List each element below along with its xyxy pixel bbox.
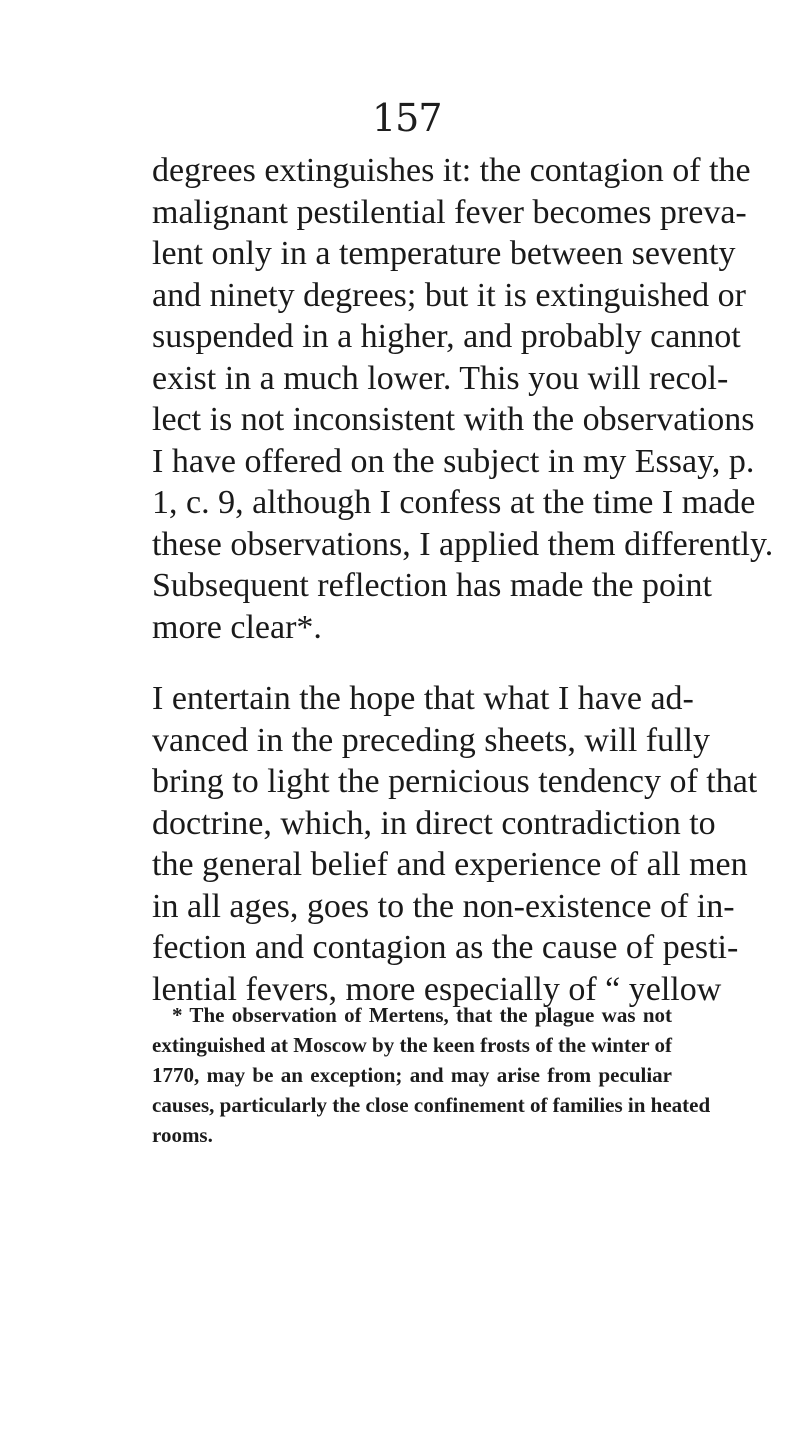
paragraph-gap <box>152 648 672 678</box>
body-line: in all ages, goes to the non-existence of in- <box>152 887 735 925</box>
body-line: Subsequent reflection has made the point <box>152 567 712 604</box>
body-line: more clear*. <box>152 608 322 646</box>
page-number: 157 <box>372 96 442 140</box>
body-line: these observations, I applied them differently. <box>152 525 774 563</box>
footnote-line: causes, particularly the close confinement of families in heated <box>152 1093 711 1117</box>
body-line: 1, c. 9, although I confess at the time I made <box>152 484 756 521</box>
body-line: I entertain the hope that what I have ad- <box>152 680 694 717</box>
body-line: degrees extinguishes it: the contagion of the <box>152 152 751 189</box>
footnote-line: * The observation of Mertens, that the plague was not <box>172 1003 672 1027</box>
body-line: the general belief and experience of all men <box>152 846 748 883</box>
body-line: lent only in a temperature between seventy <box>152 235 736 272</box>
body-line: vanced in the preceding sheets, will fully <box>152 721 710 759</box>
body-line: doctrine, which, in direct contradiction to <box>152 804 716 842</box>
body-line: lect is not inconsistent with the observations <box>152 401 755 438</box>
body-line: exist in a much lower. This you will recol- <box>152 359 729 397</box>
body-line: suspended in a higher, and probably cannot <box>152 318 741 355</box>
body-line: malignant pestilential fever becomes preva- <box>152 193 747 231</box>
body-line: lential fevers, more especially of “ yellow <box>152 970 722 1008</box>
body-line: and ninety degrees; but it is extinguished or <box>152 276 746 314</box>
footnote-line: extinguished at Moscow by the keen frosts of the winter of <box>152 1033 672 1057</box>
body-line: bring to light the pernicious tendency of that <box>152 763 758 800</box>
body-text <box>152 150 774 1010</box>
footnote-line: 1770, may be an exception; and may arise from peculiar <box>152 1063 672 1087</box>
body-line: fection and contagion as the cause of pesti- <box>152 929 739 966</box>
body-line: I have offered on the subject in my Essay, p. <box>152 442 755 480</box>
footnote-line: rooms. <box>152 1123 213 1147</box>
footnote <box>152 1000 711 1150</box>
